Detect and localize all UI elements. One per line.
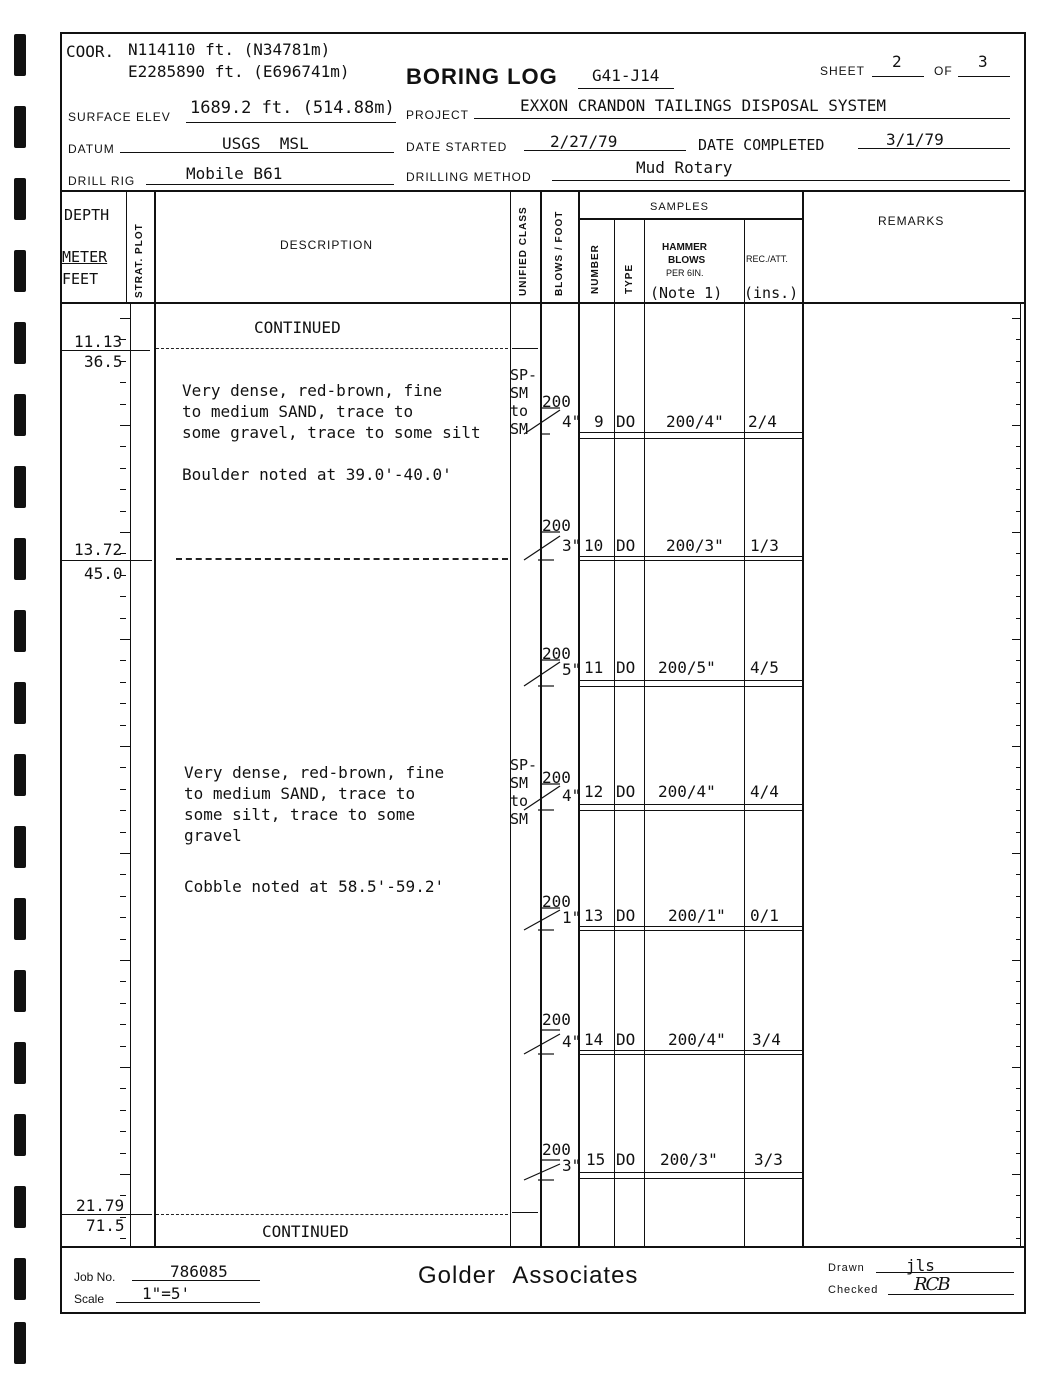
drill-rig-value: Mobile B61 xyxy=(186,164,283,183)
layer2-uscs: SP- SM to SM xyxy=(510,756,538,828)
blow-slash-marks xyxy=(520,300,580,1246)
depth-tick xyxy=(120,511,126,512)
recovery: 4/4 xyxy=(750,782,779,801)
unified-class-header: UNIFIED CLASS xyxy=(518,206,529,296)
blows-value: 200 xyxy=(542,892,571,911)
sample-number: 13 xyxy=(584,906,604,925)
depth-meter-2: 13.72 xyxy=(74,540,123,559)
drilling-method-value: Mud Rotary xyxy=(636,158,733,177)
company-name: Golder Associates xyxy=(418,1262,639,1289)
depth-tick xyxy=(120,682,126,683)
job-number: 786085 xyxy=(170,1262,228,1281)
depth-tick xyxy=(120,725,126,726)
coor-north: N114110 ft. (N34781m) xyxy=(128,40,331,59)
surface-elev-value: 1689.2 ft. (514.88m) xyxy=(190,98,395,118)
blows-value: 200 xyxy=(542,1010,571,1029)
drilling-method-label: DRILLING METHOD xyxy=(406,170,532,184)
depth-tick xyxy=(120,1067,130,1068)
hammer-header-3: PER 6IN. xyxy=(666,268,704,278)
drawn-value: jls xyxy=(906,1256,935,1275)
recovery: 2/4 xyxy=(748,412,777,431)
depth-tick xyxy=(120,468,126,469)
number-header: NUMBER xyxy=(590,244,601,294)
blows-inches: 1" xyxy=(562,908,582,927)
recovery: 3/4 xyxy=(752,1030,781,1049)
checked-initials: RCB xyxy=(914,1274,949,1295)
recovery: 1/3 xyxy=(750,536,779,555)
job-label: Job No. xyxy=(74,1270,116,1284)
drawn-label: Drawn xyxy=(828,1262,865,1274)
hammer-header-2: BLOWS xyxy=(668,255,706,266)
depth-tick xyxy=(120,917,126,918)
continued-top: CONTINUED xyxy=(254,318,341,337)
layer1-uscs: SP- SM to SM xyxy=(510,366,538,438)
sample-type: DO xyxy=(616,906,636,925)
layer1-description: Very dense, red-brown, fine to medium SAND, trace to some gravel, trace to some silt xyxy=(182,381,481,442)
blows-inches: 3" xyxy=(562,1156,582,1175)
depth-tick xyxy=(120,939,126,940)
layer2-note: Cobble noted at 58.5'-59.2' xyxy=(184,877,445,896)
blows-inches: 4" xyxy=(562,1032,582,1051)
hammer-blows: 200/4" xyxy=(658,782,716,801)
sample-type: DO xyxy=(616,412,636,431)
feet-header: FEET xyxy=(62,270,99,288)
hammer-blows: 200/1" xyxy=(668,906,726,925)
sample-number: 9 xyxy=(594,412,604,431)
blows-value: 200 xyxy=(542,392,571,411)
depth-feet-1: 36.5 xyxy=(84,352,123,371)
depth-tick xyxy=(120,446,126,447)
depth-meter-1: 11.13 xyxy=(74,332,123,351)
depth-tick xyxy=(120,981,126,982)
depth-tick xyxy=(120,660,126,661)
date-completed-label: DATE COMPLETED xyxy=(698,136,825,154)
depth-tick xyxy=(120,960,130,961)
scale-value: 1"=5' xyxy=(142,1284,191,1303)
remarks-tick xyxy=(1012,318,1020,319)
date-started-value: 2/27/79 xyxy=(550,132,618,151)
depth-tick xyxy=(120,596,126,597)
depth-tick xyxy=(120,1174,130,1175)
depth-header: DEPTH xyxy=(64,206,110,224)
depth-tick xyxy=(120,382,126,383)
sample-number: 15 xyxy=(586,1150,606,1169)
blows-value: 200 xyxy=(542,644,571,663)
sample-type: DO xyxy=(616,1150,636,1169)
sheet-number: 2 xyxy=(892,52,902,71)
remarks-tick xyxy=(1012,425,1020,426)
project-value: EXXON CRANDON TAILINGS DISPOSAL SYSTEM xyxy=(520,96,887,115)
remarks-tick xyxy=(1012,746,1020,747)
datum-label: DATUM xyxy=(68,142,115,156)
remarks-tick xyxy=(1012,1174,1020,1175)
depth-feet-2: 45.0 xyxy=(84,564,123,583)
depth-tick xyxy=(120,1024,126,1025)
hammer-note: (Note 1) xyxy=(650,284,723,302)
depth-tick xyxy=(120,1003,126,1004)
recovery: 3/3 xyxy=(754,1150,783,1169)
depth-tick xyxy=(120,489,126,490)
depth-tick xyxy=(120,425,130,426)
boring-log-title: BORING LOG xyxy=(406,64,558,89)
sheet-total: 3 xyxy=(978,52,988,71)
sample-number: 12 xyxy=(584,782,604,801)
depth-tick xyxy=(120,874,126,875)
hammer-blows: 200/4" xyxy=(668,1030,726,1049)
depth-tick xyxy=(120,404,126,405)
blows-inches: 5" xyxy=(562,660,582,679)
remarks-tick xyxy=(1012,960,1020,961)
surface-elev-label: SURFACE ELEV xyxy=(68,110,171,124)
blows-inches: 4" xyxy=(562,412,582,431)
depth-tick xyxy=(120,1088,126,1089)
blows-inches: 4" xyxy=(562,786,582,805)
datum-value: USGS MSL xyxy=(222,134,309,153)
remarks-tick xyxy=(1012,1067,1020,1068)
blows-value: 200 xyxy=(542,768,571,787)
date-completed-value: 3/1/79 xyxy=(886,130,944,149)
checked-label: Checked xyxy=(828,1284,879,1296)
sample-number: 10 xyxy=(584,536,604,555)
sample-number: 11 xyxy=(584,658,604,677)
depth-tick xyxy=(120,1110,126,1111)
layer1-note: Boulder noted at 39.0'-40.0' xyxy=(182,465,452,484)
remarks-tick xyxy=(1012,853,1020,854)
hammer-blows: 200/3" xyxy=(660,1150,718,1169)
rec-att-header: REC./ATT. xyxy=(746,254,788,264)
depth-tick xyxy=(120,639,130,640)
sample-type: DO xyxy=(616,536,636,555)
recovery: 0/1 xyxy=(750,906,779,925)
remarks-tick xyxy=(1012,532,1020,533)
drill-rig-label: DRILL RIG xyxy=(68,174,136,188)
depth-tick xyxy=(120,746,130,747)
sample-number: 14 xyxy=(584,1030,604,1049)
depth-tick xyxy=(120,1238,126,1239)
hammer-blows: 200/4" xyxy=(666,412,724,431)
rec-units: (ins.) xyxy=(744,284,799,302)
sheet-of-label: OF xyxy=(934,64,953,78)
blows-value: 200 xyxy=(542,516,571,535)
coor-east: E2285890 ft. (E696741m) xyxy=(128,62,350,81)
recovery: 4/5 xyxy=(750,658,779,677)
description-header: DESCRIPTION xyxy=(280,238,374,252)
depth-tick xyxy=(120,1046,126,1047)
depth-tick xyxy=(120,767,126,768)
project-label: PROJECT xyxy=(406,108,470,122)
depth-tick xyxy=(120,1131,126,1132)
sample-type: DO xyxy=(616,782,636,801)
date-started-label: DATE STARTED xyxy=(406,140,508,154)
depth-meter-3: 21.79 xyxy=(76,1196,125,1215)
depth-tick xyxy=(120,832,126,833)
boring-id: G41-J14 xyxy=(592,66,660,85)
sample-type: DO xyxy=(616,658,636,677)
strat-plot-header: STRAT. PLOT xyxy=(134,223,145,298)
samples-header: SAMPLES xyxy=(650,201,709,213)
depth-tick xyxy=(120,318,130,319)
depth-tick xyxy=(120,810,126,811)
sheet-label: SHEET xyxy=(820,64,866,78)
meter-header: METER xyxy=(62,248,108,266)
depth-feet-3: 71.5 xyxy=(86,1216,125,1235)
blows-inches: 3" xyxy=(562,536,582,555)
depth-tick xyxy=(120,853,130,854)
depth-tick xyxy=(120,896,126,897)
remarks-tick xyxy=(1012,639,1020,640)
blows-foot-header: BLOWS / FOOT xyxy=(554,210,565,296)
depth-tick xyxy=(120,703,126,704)
depth-tick xyxy=(120,1153,126,1154)
depth-tick xyxy=(120,532,130,533)
sample-type: DO xyxy=(616,1030,636,1049)
hammer-header-1: HAMMER xyxy=(662,242,707,253)
type-header: TYPE xyxy=(624,263,635,294)
depth-tick xyxy=(120,789,126,790)
blows-value: 200 xyxy=(542,1140,571,1159)
hammer-blows: 200/3" xyxy=(666,536,724,555)
remarks-header: REMARKS xyxy=(878,214,945,228)
coor-label: COOR. xyxy=(66,42,115,61)
hammer-blows: 200/5" xyxy=(658,658,716,677)
layer2-description: Very dense, red-brown, fine to medium SAND, trace to some silt, trace to some gravel xyxy=(184,763,445,845)
depth-tick xyxy=(120,618,126,619)
continued-bottom: CONTINUED xyxy=(262,1222,349,1241)
scale-label: Scale xyxy=(74,1292,105,1306)
